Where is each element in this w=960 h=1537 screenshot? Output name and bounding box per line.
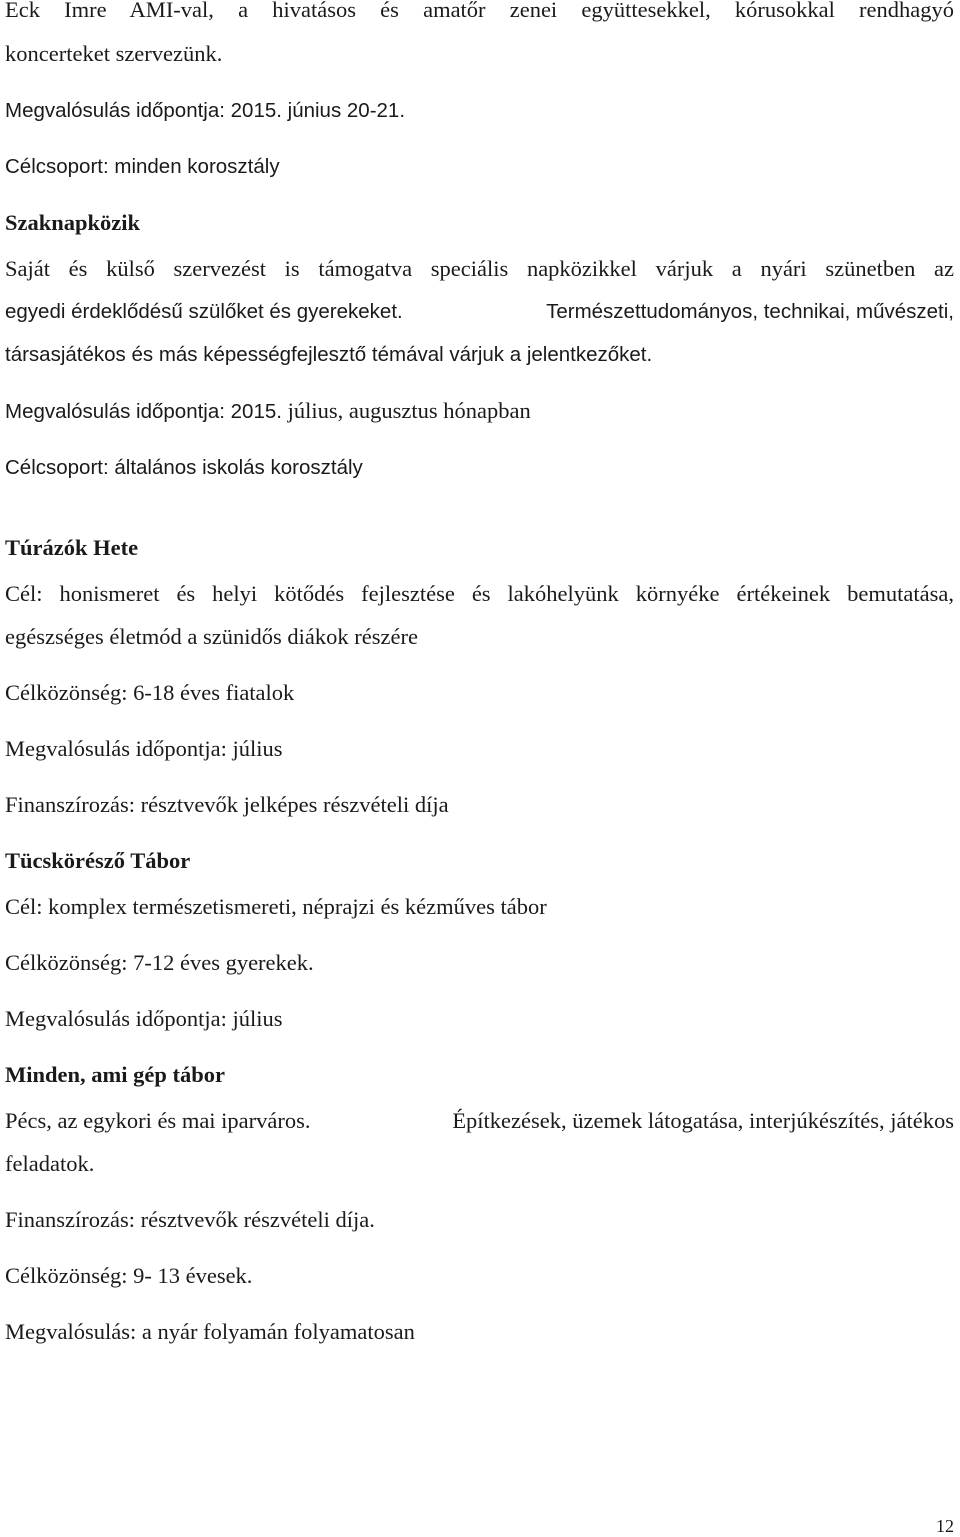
section-heading: Túrázók Hete bbox=[5, 535, 139, 560]
text-run: Megvalósulás időpontja: 2015. bbox=[5, 400, 282, 423]
date-line: Megvalósulás időpontja: július bbox=[5, 1006, 283, 1031]
text-run: július, augusztus hónapban bbox=[287, 398, 531, 423]
funding-line: Finanszírozás: résztvevők részvételi díja. bbox=[5, 1207, 375, 1232]
paragraph-line: Eck Imre AMI-val, a hivatásos és amatőr zenei együttesekkel, kórusokkal rendhagyó bbox=[5, 0, 954, 22]
funding-line: Finanszírozás: résztvevők jelképes részvételi díja bbox=[5, 792, 449, 817]
section-heading: Tücskörésző Tábor bbox=[5, 848, 191, 873]
section-heading: Szaknapközik bbox=[5, 210, 141, 235]
text-run: Pécs, az egykori és mai iparváros. bbox=[5, 1108, 311, 1133]
page-number: 12 bbox=[936, 1516, 954, 1536]
paragraph-line: koncerteket szervezünk. bbox=[5, 41, 223, 66]
text-run: Természettudományos, technikai, művészeti, bbox=[546, 300, 954, 323]
paragraph-line: társasjátékos és más képességfejlesztő témával várjuk a jelentkezőket. bbox=[5, 343, 653, 366]
paragraph-line: Cél: honismeret és helyi kötődés fejlesztése és lakóhelyünk környéke értékeinek bemutatása, bbox=[5, 581, 954, 606]
text-run: Építkezések, üzemek látogatása, interjúkészítés, játékos bbox=[452, 1108, 954, 1133]
target-group-line: Célcsoport: általános iskolás korosztály bbox=[5, 456, 363, 479]
paragraph-line bbox=[5, 1107, 954, 1135]
paragraph-line: Saját és külső szervezést is támogatva speciális napközikkel várjuk a nyári szünetben az bbox=[5, 256, 954, 281]
audience-line: Célközönség: 6-18 éves fiatalok bbox=[5, 680, 295, 705]
paragraph-line: Cél: komplex természetismereti, néprajzi és kézműves tábor bbox=[5, 894, 547, 919]
text-run: egyedi érdeklődésű szülőket és gyerekeket. bbox=[5, 300, 403, 323]
section-heading: Minden, ami gép tábor bbox=[5, 1062, 226, 1087]
date-line: Megvalósulás időpontja: július bbox=[5, 736, 283, 761]
date-line: Megvalósulás: a nyár folyamán folyamatosan bbox=[5, 1319, 415, 1344]
date-line: Megvalósulás időpontja: 2015. június 20-21. bbox=[5, 99, 406, 122]
target-group-line: Célcsoport: minden korosztály bbox=[5, 155, 280, 178]
paragraph-line: egészséges életmód a szünidős diákok részére bbox=[5, 624, 418, 649]
audience-line: Célközönség: 7-12 éves gyerekek. bbox=[5, 950, 314, 975]
date-line bbox=[5, 397, 954, 426]
audience-line: Célközönség: 9- 13 évesek. bbox=[5, 1263, 253, 1288]
paragraph-line bbox=[5, 298, 954, 326]
paragraph-line: feladatok. bbox=[5, 1151, 95, 1176]
